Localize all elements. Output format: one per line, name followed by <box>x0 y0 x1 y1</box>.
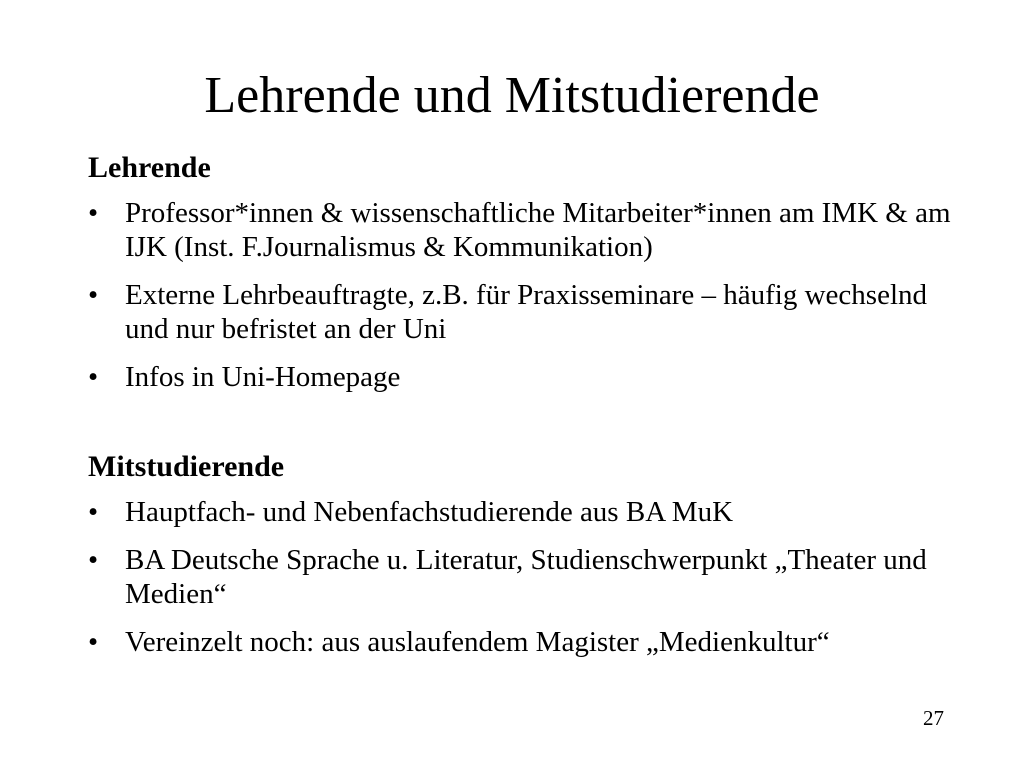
list-item <box>88 625 968 659</box>
bullet-list-lehrende <box>88 196 968 394</box>
bullet-icon: • <box>88 496 99 528</box>
slide-title: Lehrende und Mitstudierende <box>204 67 820 124</box>
bullet-icon: • <box>88 626 99 658</box>
list-item <box>88 196 968 264</box>
section-heading-mitstudierende: Mitstudierende <box>88 450 285 483</box>
list-item-text: Professor*innen & wissenschaftliche Mitarbeiter*innen am IMK & am IJK (Inst. F.Journalismus & Kommunikation) <box>125 197 951 263</box>
list-item <box>88 495 968 529</box>
bullet-list-mitstudierende <box>88 495 968 659</box>
list-item-text: BA Deutsche Sprache u. Literatur, Studienschwerpunkt „Theater und Medien“ <box>125 544 927 610</box>
bullet-icon: • <box>88 361 99 393</box>
list-item <box>88 278 968 346</box>
bullet-icon: • <box>88 544 99 576</box>
list-item-text: Infos in Uni-Homepage <box>125 361 401 393</box>
list-item-text: Hauptfach- und Nebenfachstudierende aus BA MuK <box>125 496 734 528</box>
section-lehrende <box>88 150 968 408</box>
list-item-text: Externe Lehrbeauftragte, z.B. für Praxisseminare – häufig wechselnd und nur befristet an der Uni <box>125 279 928 345</box>
bullet-icon: • <box>88 279 99 311</box>
section-heading-lehrende: Lehrende <box>88 151 211 184</box>
section-mitstudierende <box>88 449 968 673</box>
bullet-icon: • <box>88 197 99 229</box>
list-item <box>88 543 968 611</box>
page-number: 27 <box>923 706 944 730</box>
list-item <box>88 360 968 394</box>
list-item-text: Vereinzelt noch: aus auslaufendem Magister „Medienkultur“ <box>125 626 830 658</box>
